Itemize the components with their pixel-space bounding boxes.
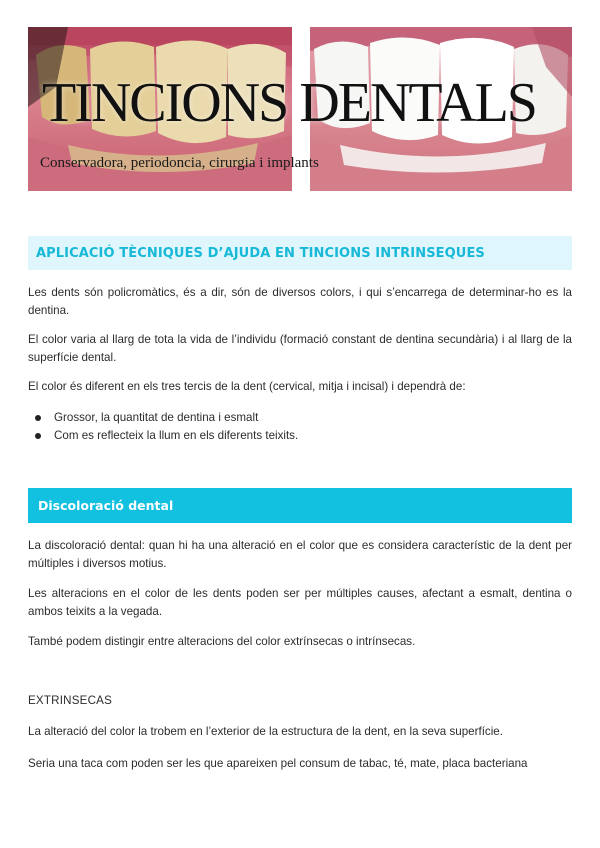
section-heading-text: Discoloració dental	[38, 498, 174, 513]
hero-subtitle: Conservadora, periodoncia, cirurgia i implants	[40, 155, 319, 171]
list-item-text: Grossor, la quantitat de dentina i esmalt	[54, 411, 259, 424]
paragraph: Les alteracions en el color de les dents poden ser per múltiples causes, afectant a esmalt, dentina o ambos teixits a la vegada.	[28, 587, 572, 618]
paragraph: Seria una taca com poden ser les que apareixen pel consum de tabac, té, mate, placa bacteriana	[28, 757, 528, 770]
bullet-dot-icon	[35, 433, 41, 439]
paragraph: La alteració del color la trobem en l’exterior de la estructura de la dent, en la seva superfície.	[28, 725, 503, 738]
paragraph: El color varia al llarg de tota la vida de l’individu (formació constant de dentina secundària) i al llarg de la superfície dental.	[28, 333, 572, 364]
section-heading-discoloration	[28, 488, 572, 523]
section-heading-text: APLICACIÓ TÈCNIQUES D’AJUDA EN TINCIONS INTRINSEQUES	[36, 245, 485, 261]
paragraph: La discoloració dental: quan hi ha una alteració en el color que es considera característic de la dent per múltiples i diversos motius.	[28, 539, 572, 570]
hero-banner	[28, 27, 572, 191]
paragraph: El color és diferent en els tres tercis de la dent (cervical, mitja i incisal) i dependrà de:	[28, 380, 466, 393]
bullet-dot-icon	[35, 415, 41, 421]
list-item-text: Com es reflecteix la llum en els diferents teixits.	[54, 429, 299, 442]
hero-title: TINCIONS DENTALS	[42, 72, 536, 134]
subheading-extrinsic: EXTRINSECAS	[28, 694, 113, 707]
paragraph: Les dents són policromàtics, és a dir, són de diversos colors, i qui s’encarrega de determinar-ho es la dentina.	[28, 286, 572, 317]
list-item	[32, 427, 552, 445]
bullet-list	[32, 409, 552, 445]
list-item	[32, 409, 552, 427]
paragraph: També podem distingir entre alteracions del color extrínsecas o intrínsecas.	[28, 635, 416, 648]
section-heading-intrinsic	[28, 236, 572, 270]
